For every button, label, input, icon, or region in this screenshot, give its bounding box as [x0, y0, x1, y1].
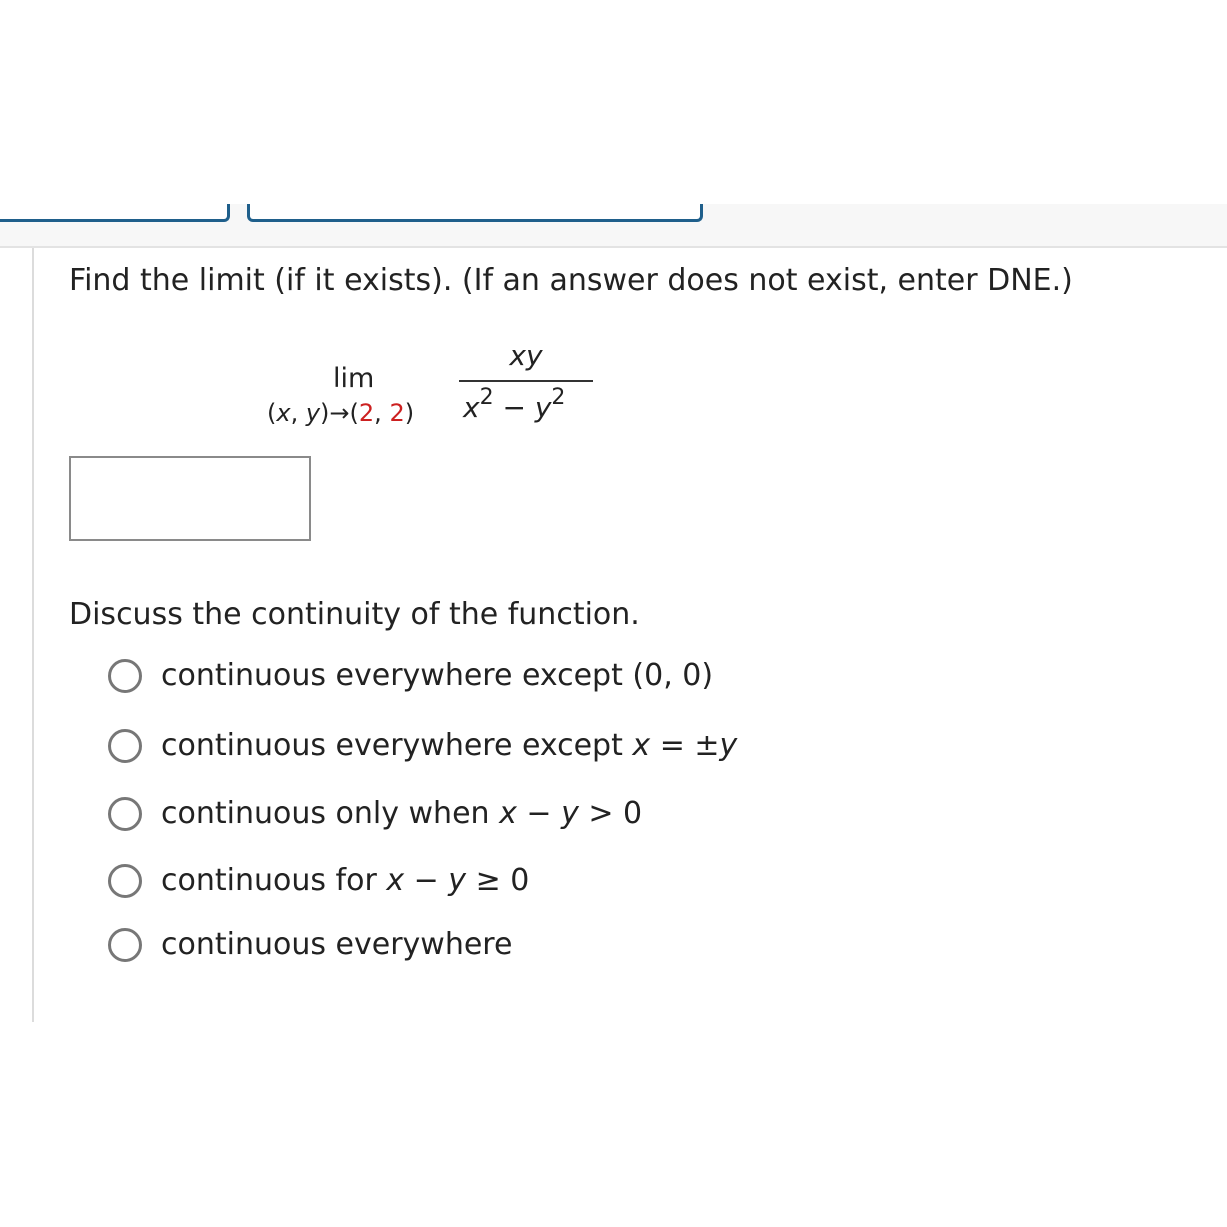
limit-operator: lim: [333, 363, 375, 394]
left-divider: [32, 248, 34, 1022]
limit-point-y: 2: [389, 399, 405, 427]
option-only-x-minus-y-gt-0[interactable]: [108, 794, 642, 834]
fraction-numerator: xy: [509, 339, 543, 372]
option-everywhere[interactable]: [108, 925, 512, 965]
option-except-x-equals-pm-y[interactable]: [108, 726, 737, 766]
option-x-minus-y-ge-0[interactable]: [108, 861, 529, 901]
radio-button[interactable]: [108, 729, 142, 763]
tab-2[interactable]: [247, 204, 703, 222]
limit-answer-input[interactable]: [69, 456, 311, 541]
radio-button[interactable]: [108, 928, 142, 962]
radio-button[interactable]: [108, 659, 142, 693]
option-label: continuous everywhere except x = ±y: [161, 728, 738, 763]
fraction-denominator: $x^2 - y^2$: [463, 384, 566, 424]
question-prompt: Find the limit (if it exists). (If an answer does not exist, enter DNE.): [69, 263, 1073, 298]
option-except-origin[interactable]: [108, 656, 713, 696]
tab-1[interactable]: [0, 204, 230, 222]
fraction-bar: [459, 380, 593, 382]
option-label: continuous only when x − y > 0: [161, 796, 643, 831]
continuity-prompt: Discuss the continuity of the function.: [69, 597, 640, 632]
radio-button[interactable]: [108, 864, 142, 898]
option-label: continuous everywhere except (0, 0): [161, 658, 714, 693]
limit-point-x: 2: [358, 399, 375, 427]
limit-approach: (x, y)→(2, 2): [267, 399, 415, 427]
option-label: continuous for x − y ≥ 0: [161, 863, 530, 898]
radio-button[interactable]: [108, 797, 142, 831]
tab-strip: [0, 204, 1227, 248]
option-label: continuous everywhere: [161, 927, 513, 962]
